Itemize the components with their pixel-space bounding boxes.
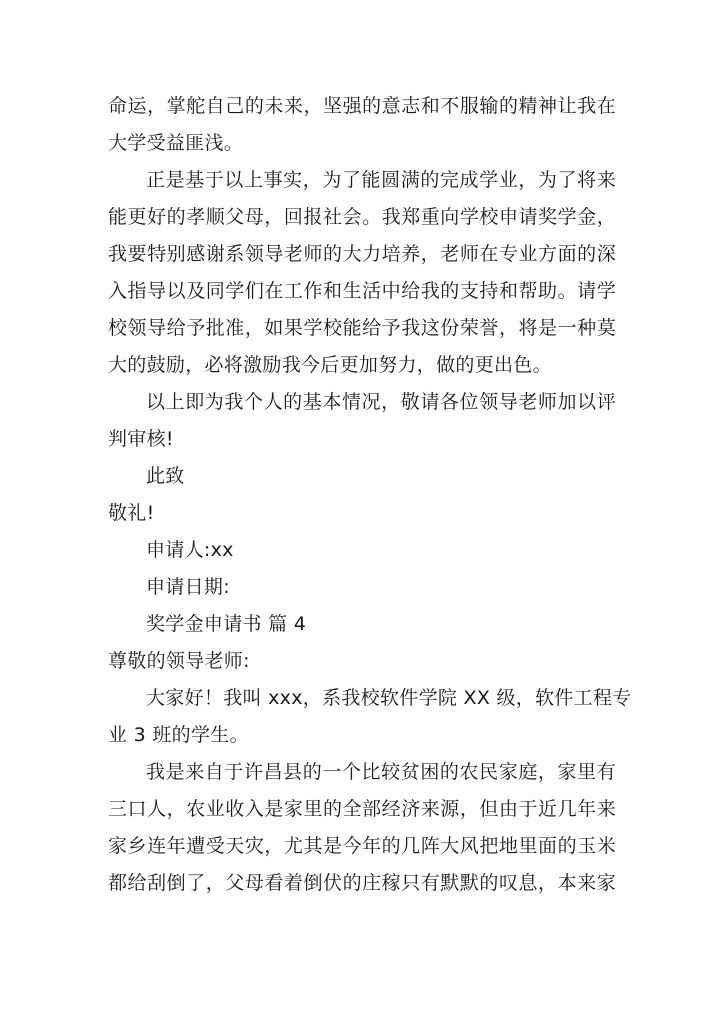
closing-salutation: 此致: [146, 465, 185, 487]
text-line: 家乡连年遭受天灾，尤其是今年的几阵大风把地里面的玉米: [108, 835, 616, 857]
text-line: 大学受益匪浅。: [108, 132, 244, 154]
text-line: 我是来自于许昌县的一个比较贫困的农民家庭，家里有: [146, 761, 616, 783]
application-date: 申请日期:: [146, 576, 230, 598]
text-line: 入指导以及同学们在工作和生活中给我的支持和帮助。请学: [108, 280, 616, 302]
text-line: 大家好！我叫 xxx，系我校软件学院 XX 级，软件工程专: [146, 687, 632, 709]
section-title: 奖学金申请书 篇 4: [146, 613, 307, 635]
text-line: 业 3 班的学生。: [108, 724, 249, 746]
text-line: 都给刮倒了，父母看着倒伏的庄稼只有默默的叹息，本来家: [108, 872, 616, 894]
document-page: [108, 88, 632, 902]
text-line: 能更好的孝顺父母，回报社会。我郑重向学校申请奖学金，: [108, 206, 616, 228]
text-line: 以上即为我个人的基本情况，敬请各位领导老师加以评: [146, 391, 616, 413]
text-line: 校领导给予批准，如果学校能给予我这份荣誉，将是一种莫: [108, 317, 616, 339]
closing-regards: 敬礼!: [108, 502, 155, 524]
text-line: 大的鼓励，必将激励我今后更加努力，做的更出色。: [108, 354, 552, 376]
text-line: 正是基于以上事实，为了能圆满的完成学业，为了将来: [146, 169, 616, 191]
text-line: 判审核!: [108, 428, 174, 450]
text-line: 三口人，农业收入是家里的全部经济来源，但由于近几年来: [108, 798, 616, 820]
text-line: 命运，掌舵自己的未来，坚强的意志和不服输的精神让我在: [108, 95, 616, 117]
text-line: 我要特别感谢系领导老师的大力培养，老师在专业方面的深: [108, 243, 616, 265]
applicant-name: 申请人:xx: [146, 539, 234, 561]
greeting: 尊敬的领导老师:: [108, 650, 250, 672]
